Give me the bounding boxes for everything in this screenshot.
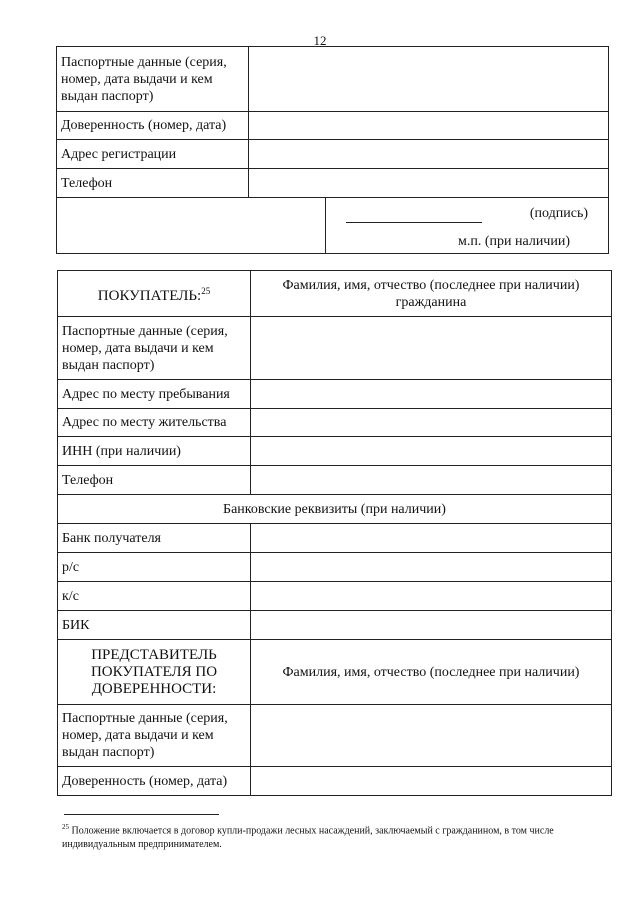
value-cell[interactable]: [249, 112, 609, 140]
value-cell[interactable]: [251, 767, 612, 796]
table-row: [58, 553, 612, 582]
value-cell[interactable]: [251, 409, 612, 437]
value-cell[interactable]: [249, 169, 609, 198]
row-label: Адрес регистрации: [57, 140, 249, 169]
blank-cell: [57, 198, 326, 254]
row-label: к/с: [58, 582, 251, 611]
table-row: [57, 140, 609, 169]
bank-header-row: [58, 495, 612, 524]
row-label: БИК: [58, 611, 251, 640]
table-row: [58, 524, 612, 553]
rep-header-row: [58, 640, 612, 705]
value-cell[interactable]: [251, 553, 612, 582]
table-row: [58, 611, 612, 640]
value-cell[interactable]: [251, 317, 612, 380]
row-label: ИНН (при наличии): [58, 437, 251, 466]
buyer-header-row: [58, 271, 612, 317]
row-label: Адрес по месту жительства: [58, 409, 251, 437]
row-label: Телефон: [57, 169, 249, 198]
value-cell[interactable]: [251, 582, 612, 611]
signature-line: [346, 222, 482, 223]
signature-label: (подпись): [529, 206, 588, 221]
buyer-header-value: Фамилия, имя, отчество (последнее при наличии) гражданина: [251, 271, 612, 317]
table-row: [57, 47, 609, 112]
table-row: [57, 112, 609, 140]
table-row: [58, 705, 612, 767]
stamp-label: м.п. (при наличии): [458, 234, 570, 249]
buyer-header-label: ПОКУПАТЕЛЬ:: [97, 287, 202, 304]
signature-row: [57, 198, 609, 254]
row-label: Банк получателя: [58, 524, 251, 553]
row-label: Паспортные данные (серия, номер, дата выдачи и кем выдан паспорт): [58, 317, 251, 380]
value-cell[interactable]: [249, 140, 609, 169]
page-number: 12: [313, 33, 327, 48]
row-label: р/с: [58, 553, 251, 582]
signature-cell[interactable]: [326, 198, 609, 254]
table-row: [58, 466, 612, 495]
row-label: Доверенность (номер, дата): [57, 112, 249, 140]
table-row: [58, 380, 612, 409]
footnote-number: 25: [62, 823, 69, 831]
rep-header-label: ПРЕДСТАВИТЕЛЬ ПОКУПАТЕЛЯ ПО ДОВЕРЕННОСТИ:: [58, 640, 251, 705]
table-row: [58, 437, 612, 466]
rep-header-value: Фамилия, имя, отчество (последнее при наличии): [251, 640, 612, 705]
row-label: Адрес по месту пребывания: [58, 380, 251, 409]
value-cell[interactable]: [251, 466, 612, 495]
footnote-ref: 25: [201, 285, 211, 296]
row-label: Телефон: [58, 466, 251, 495]
value-cell[interactable]: [251, 611, 612, 640]
value-cell[interactable]: [251, 524, 612, 553]
seller-table: [56, 46, 609, 254]
table-row: [58, 317, 612, 380]
footnote-text: Положение включается в договор купли-продажи лесных насаждений, заключаемый с гражданином, в том числе индивидуальным предпринимателем.: [62, 825, 554, 851]
table-row: [58, 767, 612, 796]
buyer-header-cell: [58, 271, 251, 317]
table-row: [58, 409, 612, 437]
value-cell[interactable]: [251, 705, 612, 767]
value-cell[interactable]: [249, 47, 609, 112]
row-label: Паспортные данные (серия, номер, дата выдачи и кем выдан паспорт): [57, 47, 249, 112]
table-row: [57, 169, 609, 198]
table-row: [58, 582, 612, 611]
row-label: Паспортные данные (серия, номер, дата выдачи и кем выдан паспорт): [58, 705, 251, 767]
footnote: [62, 820, 610, 852]
value-cell[interactable]: [251, 380, 612, 409]
row-label: Доверенность (номер, дата): [58, 767, 251, 796]
footnote-separator: [64, 814, 219, 815]
value-cell[interactable]: [251, 437, 612, 466]
buyer-table: [57, 270, 612, 796]
bank-header: Банковские реквизиты (при наличии): [58, 495, 612, 524]
